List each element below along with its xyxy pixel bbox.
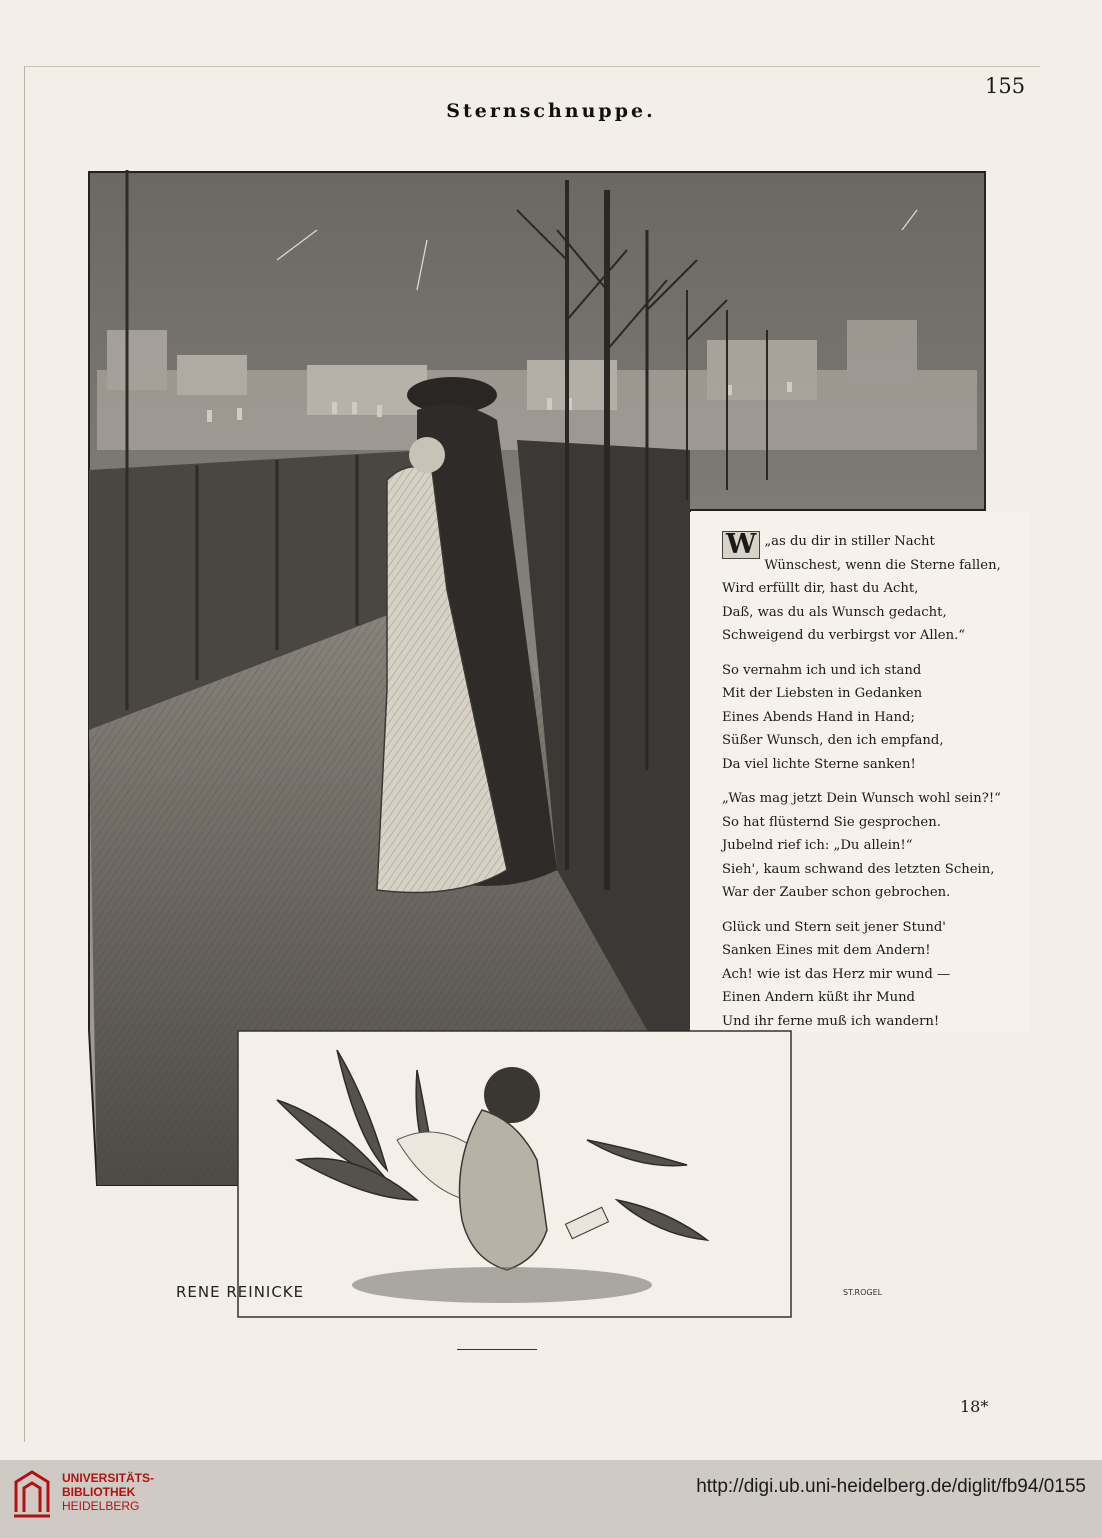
- engraver-mark: ST.ROGEL: [843, 1288, 883, 1297]
- poem-title: Sternschnuppe.: [446, 100, 656, 122]
- poem-line: Sieh', kaum schwand des letzten Schein,: [722, 861, 995, 877]
- section-divider: [457, 1349, 537, 1350]
- cupid-vignette: [237, 1030, 792, 1318]
- poem-line: Jubelnd rief ich: „Du allein!“: [722, 838, 913, 853]
- poem-line: War der Zauber schon gebrochen.: [722, 885, 951, 900]
- poem-line: Einen Andern küßt ihr Mund: [722, 990, 916, 1005]
- stanza-4: [722, 916, 1032, 1034]
- sheet-signature-mark: 18*: [960, 1397, 989, 1416]
- drop-cap: W: [722, 531, 760, 559]
- permalink-url[interactable]: http://digi.ub.uni-heidelberg.de/diglit/fb94/0155: [696, 1476, 1086, 1497]
- library-name-line-1: UNIVERSITÄTS-: [62, 1471, 155, 1485]
- poem-line: „Was mag jetzt Dein Wunsch wohl sein?!“: [722, 791, 1001, 806]
- poem-text: [722, 530, 1032, 1044]
- poem-line: Daß, was du als Wunsch gedacht,: [722, 604, 947, 620]
- poem-line: Süßer Wunsch, den ich empfand,: [722, 733, 944, 748]
- library-name[interactable]: [62, 1471, 154, 1513]
- footer-bar: [0, 1460, 1102, 1538]
- poem-line: Und ihr ferne muß ich wandern!: [722, 1013, 940, 1029]
- library-logo-icon[interactable]: [10, 1468, 54, 1520]
- poem-line: Wird erfüllt dir, hast du Acht,: [722, 581, 919, 596]
- poem-line: Wünschest, wenn die Sterne fallen,: [764, 557, 1001, 573]
- poem-line: So vernahm ich und ich stand: [722, 662, 922, 678]
- stanza-3: [722, 787, 1032, 905]
- poem-line: „as du dir in stiller Nacht: [764, 534, 935, 549]
- poem-line: Schweigend du verbirgst vor Allen.“: [722, 628, 966, 643]
- stanza-1: [722, 530, 1032, 648]
- poem-line: Mit der Liebsten in Gedanken: [722, 686, 923, 701]
- library-name-line-3: HEIDELBERG: [62, 1499, 140, 1513]
- poem-line: So hat flüsternd Sie gesprochen.: [722, 814, 941, 830]
- poem-line: Ach! wie ist das Herz mir wund —: [722, 966, 951, 982]
- artist-signature: RENE REINICKE: [176, 1283, 305, 1301]
- page-number: 155: [985, 74, 1026, 98]
- library-name-line-2: BIBLIOTHEK: [62, 1485, 136, 1499]
- poem-line: Glück und Stern seit jener Stund': [722, 919, 946, 935]
- poem-line: Sanken Eines mit dem Andern!: [722, 943, 931, 958]
- stanza-2: [722, 659, 1032, 777]
- poem-line: Da viel lichte Sterne sanken!: [722, 756, 916, 772]
- poem-line: Eines Abends Hand in Hand;: [722, 709, 915, 725]
